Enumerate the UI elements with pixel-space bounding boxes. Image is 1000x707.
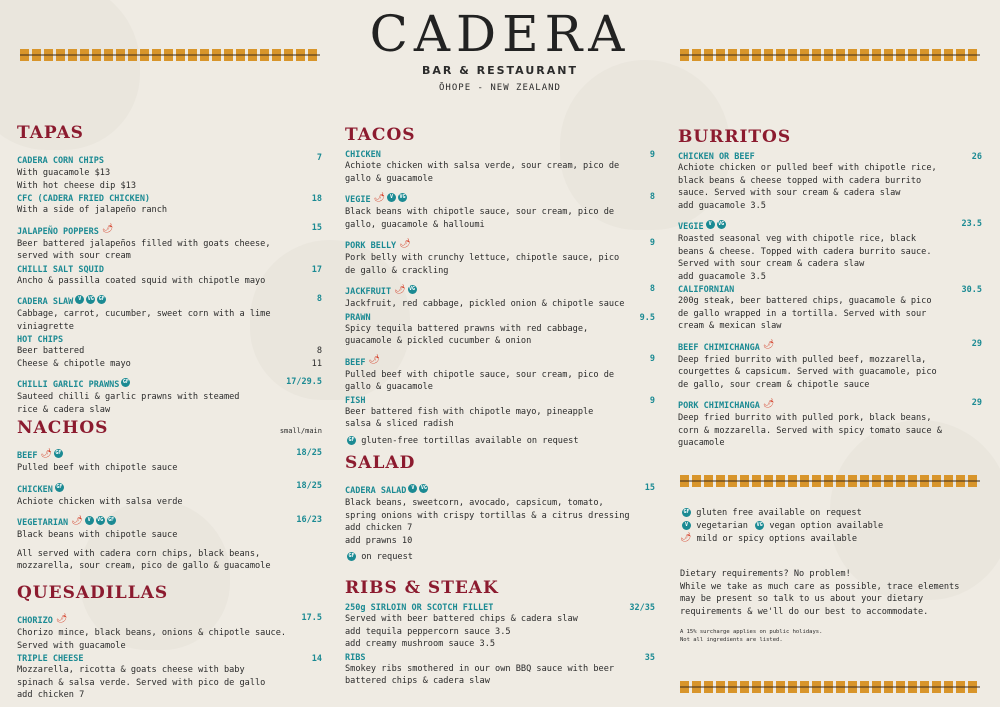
item-name: CALIFORNIAN [678, 285, 735, 295]
item-price: 9 [649, 354, 655, 364]
item-price: 30.5 [961, 285, 982, 295]
item-name: VEGIE [345, 195, 371, 205]
pattern-band [20, 49, 320, 61]
chili-icon: 🌶 [762, 340, 775, 350]
item-name: CHORIZO [17, 616, 53, 626]
item-price: 18/25 [296, 447, 322, 458]
item-price: 11 [311, 358, 322, 369]
gluten-free-icon: GF [348, 436, 355, 443]
dietary-line: requirements & we'll do our best to accommodate. [680, 606, 929, 617]
chili-icon: 🌶 [394, 284, 406, 295]
pattern-band [680, 49, 980, 61]
item-name: 250g SIRLOIN OR SCOTCH FILLET [345, 603, 494, 613]
item-price: 8 [316, 346, 322, 356]
vegan-icon: VG [97, 517, 104, 523]
item-desc: Served with sour cream & cadera slaw [678, 259, 865, 269]
item-desc: add guacamole 3.5 [678, 200, 766, 211]
item-name: CHILLI GARLIC PRAWNS [17, 380, 120, 390]
item-desc: Sauteed chilli & garlic prawns with steamed [17, 392, 240, 402]
tacos-note: gluten-free tortillas available on request [361, 435, 579, 446]
item-desc: gallo & guacamole [345, 382, 433, 392]
item-price: 9 [649, 395, 655, 406]
section-title: BURRITOS [678, 127, 792, 147]
dietary-line: may be present so talk to us about your dietary [680, 594, 924, 604]
item-desc: Black beans with chipotle sauce [17, 530, 178, 540]
item-price: 15 [311, 223, 322, 233]
quesadillas-section [17, 583, 322, 704]
item-price: 17/29.5 [286, 376, 322, 387]
gluten-free-icon: GF [98, 296, 105, 302]
item-price: 8 [649, 191, 655, 202]
legend [680, 507, 980, 545]
item-desc: add creamy mushroom sauce 3.5 [345, 639, 496, 649]
logo-subtitle: BAR & RESTAURANT [422, 64, 578, 77]
item-name: CHICKEN OR BEEF [678, 152, 755, 162]
item-desc: Achiote chicken or pulled beef with chipotle rice, [678, 163, 937, 173]
vegetarian-icon: V [682, 521, 691, 530]
location: ŌHOPE - NEW ZEALAND [439, 83, 561, 93]
fineprint: A 15% surcharge applies on public holidays. [680, 629, 823, 635]
item-price: 9.5 [639, 312, 655, 323]
item-name: CHICKEN [345, 150, 381, 160]
item-desc: guacamole & pickled cucumber & onion [345, 336, 532, 346]
item-desc: Pulled beef with chipotle sauce, sour cream, pico de [345, 369, 615, 380]
vegan-icon: VG [756, 521, 763, 528]
dietary-note [680, 568, 980, 644]
section-title: NACHOS [17, 418, 109, 438]
item-desc: add prawns 10 [345, 535, 413, 546]
item-desc: de gallo & crackling [345, 265, 449, 276]
vegetarian-icon: V [387, 193, 396, 202]
item-desc: Achiote chicken with salsa verde, sour cream, pico de [345, 161, 620, 171]
section-title: SALAD [345, 453, 416, 473]
gluten-free-icon: GF [56, 483, 63, 490]
item-name: JALAPEÑO POPPERS [17, 226, 99, 237]
item-name: JACKFRUIT [345, 287, 392, 297]
item-name: TRIPLE CHEESE [17, 654, 84, 664]
item-price: 18/25 [296, 481, 322, 491]
tapas-section [17, 123, 322, 418]
tacos-section [345, 125, 655, 447]
item-desc: served with sour cream [17, 251, 131, 261]
item-desc: Smokey ribs smothered in our own BBQ sauce with beer [345, 663, 615, 674]
item-desc: spinach & salsa verde. Served with pico de gallo [17, 677, 266, 688]
item-name: PORK CHIMICHANGA [678, 401, 760, 411]
section-title: TAPAS [17, 123, 84, 143]
item-desc: 200g steak, beer battered chips, guacamole & pico [678, 296, 932, 306]
section-title: RIBS & STEAK [345, 578, 499, 598]
item-desc: Black beans with chipotle sauce, sour cream, pico de [345, 207, 615, 217]
item-price: 17.5 [301, 612, 322, 623]
item-desc: Pulled beef with chipotle sauce [17, 463, 178, 473]
size-label: small/main [279, 426, 322, 435]
chili-icon: 🌶 [399, 238, 411, 249]
legend-v: vegetarian [696, 520, 748, 531]
gluten-free-icon: GF [55, 450, 62, 456]
item-price: 8 [649, 283, 655, 294]
item-name: CADERA SLAW [17, 297, 74, 307]
item-price: 29 [971, 397, 982, 408]
item-desc: salsa & sliced radish [345, 419, 454, 429]
item-name: RIBS [345, 652, 366, 663]
item-desc: Black beans, sweetcorn, avocado, capsicum, tomato, [345, 498, 604, 508]
item-desc: Deep fried burrito with pulled beef, mozzarella, [678, 354, 927, 365]
item-price: 35 [644, 652, 655, 663]
item-name: BEEF [345, 357, 366, 368]
gluten-free-icon: GF [348, 553, 355, 559]
item-name: CHILLI SALT SQUID [17, 264, 104, 275]
item-desc: add chicken 7 [345, 523, 413, 533]
fineprint: Not all ingredients are listed. [680, 637, 783, 643]
item-price: 23.5 [961, 218, 982, 229]
item-price: 14 [311, 654, 322, 664]
vegan-icon: VG [399, 194, 406, 200]
salad-section [345, 453, 655, 564]
item-desc: Chorizo mince, black beans, onions & chipotle sauce. [17, 628, 287, 638]
vegetarian-icon: V [85, 516, 94, 525]
item-desc: With hot cheese dip $13 [17, 180, 136, 191]
pattern-band [680, 681, 980, 693]
item-desc: add guacamole 3.5 [678, 271, 766, 282]
gluten-free-icon: GF [122, 379, 129, 385]
item-desc: Cheese & chipotle mayo [17, 358, 131, 369]
item-desc: Beer battered jalapeños filled with goats cheese, [17, 238, 271, 249]
item-price: 8 [316, 293, 322, 304]
chili-icon: 🌶 [101, 224, 114, 234]
legend-vg: vegan option available [769, 520, 884, 531]
nachos-note: All served with cadera corn chips, black beans, mozzarella, sour cream, pico de gallo & guacamole [17, 548, 271, 571]
chili-icon: 🌶 [40, 448, 52, 459]
vegan-icon: VG [87, 296, 94, 302]
item-desc: add chicken 7 [17, 690, 85, 700]
item-desc: courgettes & capsicum. Served with guacamole, pico [678, 367, 937, 377]
dietary-line: Dietary requirements? No problem! [680, 569, 851, 579]
item-desc: sauce. Served with sour cream & cadera slaw [678, 188, 901, 198]
item-name: PORK BELLY [345, 241, 397, 251]
item-desc: corn & mozzarella. Served with spicy tomato sauce & [678, 425, 942, 436]
chili-icon: 🌶 [368, 355, 380, 365]
item-desc: gallo & guacamole [345, 173, 433, 184]
item-price: 7 [316, 152, 322, 163]
item-desc: With a side of jalapeño ranch [17, 205, 168, 215]
item-desc: battered chips & cadera slaw [345, 676, 490, 686]
item-price: 17 [311, 264, 322, 275]
item-desc: cream & mexican slaw [678, 321, 782, 331]
item-desc: Beer battered fish with chipotle mayo, pineapple [345, 406, 594, 417]
vegan-icon: VG [718, 221, 725, 227]
item-name: VEGETARIAN [17, 518, 69, 528]
chili-icon: 🌶 [55, 613, 68, 624]
item-name: BEEF CHIMICHANGA [678, 342, 760, 353]
item-desc: Pork belly with crunchy lettuce, chipotle sauce, pico [345, 253, 620, 263]
item-desc: guacamole [678, 438, 725, 448]
chili-icon: 🌶 [762, 398, 775, 409]
salad-note: on request [361, 552, 413, 562]
vegetarian-icon: V [75, 295, 84, 304]
section-title: TACOS [345, 125, 416, 145]
logo: CADERA [369, 5, 631, 63]
item-name: BEEF [17, 451, 38, 461]
item-price: 9 [649, 237, 655, 248]
item-name: CADERA CORN CHIPS [17, 156, 104, 166]
item-desc: black beans & cheese topped with cadera burrito [678, 175, 922, 186]
vegan-icon: VG [420, 485, 427, 491]
chili-icon: 🌶 [373, 192, 386, 203]
item-price: 32/35 [629, 603, 655, 613]
section-title: QUESADILLAS [17, 583, 169, 603]
item-desc: viniagrette [17, 321, 74, 332]
item-name: CADERA SALAD [345, 486, 407, 496]
item-desc: Achiote chicken with salsa verde [17, 496, 183, 507]
item-price: 29 [971, 339, 982, 349]
item-desc: Spicy tequila battered prawns with red cabbage, [345, 323, 589, 334]
item-desc: Beer battered [17, 346, 85, 356]
item-desc: rice & cadera slaw [17, 404, 111, 415]
item-desc: beans & cheese. Topped with cadera burrito sauce. [678, 246, 932, 257]
vegetarian-icon: V [408, 484, 417, 493]
item-price: 18 [311, 194, 322, 204]
item-price: 26 [971, 152, 982, 162]
gluten-free-icon: GF [683, 509, 690, 515]
item-desc: Jackfruit, red cabbage, pickled onion & chipotle sauce [345, 299, 625, 309]
item-price: 9 [649, 150, 655, 160]
item-desc: de gallo, sour cream & chipotle sauce [678, 379, 870, 390]
item-desc: Deep fried burrito with pulled pork, black beans, [678, 413, 932, 423]
item-desc: add tequila peppercorn sauce 3.5 [345, 626, 511, 637]
item-desc: With guacamole $13 [17, 168, 111, 178]
dietary-line: While we take as much care as possible, trace elements [680, 581, 960, 592]
item-desc: Served with guacamole [17, 640, 126, 651]
item-name: HOT CHIPS [17, 335, 64, 345]
item-desc: Roasted seasonal veg with chipotle rice, black [678, 234, 916, 244]
legend-gf: gluten free available on request [696, 508, 862, 518]
item-desc: spring onions with crispy tortillas & a citrus dressing [345, 510, 630, 521]
item-name: CHICKEN [17, 484, 53, 495]
pattern-band [680, 475, 980, 487]
item-name: CFC (CADERA FRIED CHICKEN) [17, 194, 151, 204]
item-name: VEGIE [678, 222, 704, 232]
nachos-section [17, 418, 322, 573]
item-desc: Served with beer battered chips & cadera slaw [345, 614, 578, 624]
item-desc: Cabbage, carrot, cucumber, sweet corn with a lime [17, 309, 271, 319]
item-desc: de gallo wrapped in a tortilla. Served with sour [678, 308, 927, 319]
item-price: 15 [644, 482, 655, 493]
item-desc: Ancho & passilla coated squid with chipotle mayo [17, 275, 266, 286]
item-name: PRAWN [345, 312, 371, 323]
item-name: FISH [345, 395, 366, 406]
item-desc: Mozzarella, ricotta & goats cheese with baby [17, 665, 245, 675]
burritos-section [678, 127, 982, 452]
item-desc: gallo, guacamole & halloumi [345, 219, 485, 230]
vegan-icon: VG [408, 286, 416, 292]
ribs-steak-section [345, 578, 655, 690]
gluten-free-icon: GF [108, 517, 115, 523]
item-price: 16/23 [296, 514, 322, 525]
vegetarian-icon: V [706, 220, 715, 229]
chili-icon: 🌶 [71, 515, 83, 526]
legend-spicy: mild or spicy options available [696, 533, 858, 544]
chili-icon: 🌶 [680, 533, 692, 543]
